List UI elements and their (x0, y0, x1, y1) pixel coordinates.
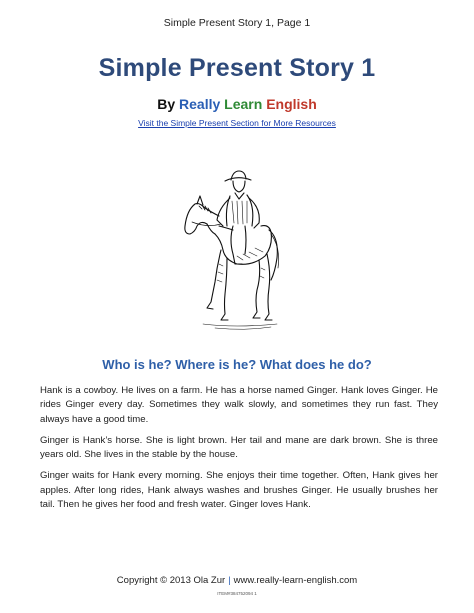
footer (0, 575, 474, 586)
byline (0, 96, 474, 112)
footer-website-link[interactable]: www.really-learn-english.com (233, 575, 358, 586)
byline-english: English (266, 96, 317, 112)
cowboy-horse-drawing (175, 168, 295, 343)
item-id: ITEM#384752094 1 (217, 591, 257, 596)
section-heading: Who is he? Where is he? What does he do? (102, 357, 372, 372)
footer-separator: | (228, 575, 231, 586)
story-paragraph-3: Ginger waits for Hank every morning. She enjoys their time together. Often, Hank gives her apples. After long rides, Hank always washes and brushes Ginger. He usually brushes her tail. Then he gives her food and fresh water. Ginger loves Hank. (40, 470, 438, 511)
cowboy-on-horse-illustration (175, 168, 295, 343)
story-body (40, 384, 438, 519)
byline-learn: Learn (224, 96, 267, 112)
byline-by: By (157, 96, 180, 112)
resources-link[interactable]: Visit the Simple Present Section for More Resources (138, 118, 336, 128)
footer-copyright: Copyright © 2013 Ola Zur (116, 575, 226, 586)
byline-really: Really (179, 96, 225, 112)
story-paragraph-2: Ginger is Hank’s horse. She is light brown. Her tail and mane are dark brown. She is three years old. She lives in the stable by the house. (40, 434, 438, 461)
story-paragraph-1: Hank is a cowboy. He lives on a farm. He has a horse named Ginger. Hank loves Ginger. He rides Ginger every day. Sometimes they walk slowly, and sometimes they run fast. They always have a good time. (40, 385, 438, 425)
page-title: Simple Present Story 1 (98, 54, 376, 82)
running-header: Simple Present Story 1, Page 1 (163, 17, 311, 29)
